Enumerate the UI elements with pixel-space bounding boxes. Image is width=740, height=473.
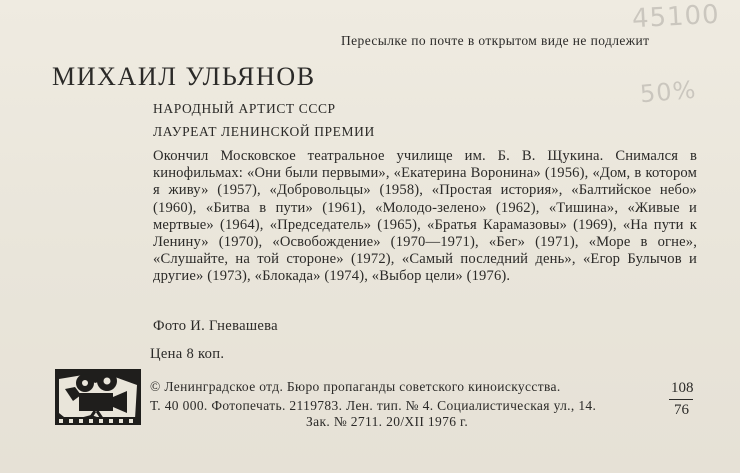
mail-notice: Пересылке по почте в открытом виде не подлежит [341, 33, 650, 48]
imprint-line: Зак. № 2711. 20/XII 1976 г. [306, 414, 469, 429]
honorary-title: НАРОДНЫЙ АРТИСТ СССР [153, 101, 336, 116]
catalog-number-bottom: 76 [674, 402, 689, 418]
catalog-divider [669, 399, 693, 400]
film-camera-logo [55, 369, 141, 425]
pencil-note: 45100 [631, 0, 721, 35]
catalog-number-top: 108 [671, 380, 694, 396]
imprint-line: © Ленинградское отд. Бюро пропаганды советского киноискусства. [150, 379, 561, 394]
photo-credit: Фото И. Гневашева [153, 318, 278, 334]
actor-name: МИХАИЛ УЛЬЯНОВ [52, 62, 316, 91]
imprint-line: Т. 40 000. Фотопечать. 2119783. Лен. тип. № 4. Социалистическая ул., 14. [150, 398, 597, 413]
price-label: Цена 8 коп. [150, 346, 225, 362]
pencil-note: 50% [638, 75, 698, 109]
award-title: ЛАУРЕАТ ЛЕНИНСКОЙ ПРЕМИИ [153, 124, 375, 139]
biography-text: Окончил Московское театральное училище им. Б. В. Щукина. Снимался в кинофильмах: «Они были первыми», «Екатерина Воронина» (1956), «Дом, в котором я живу» (1957), «Добровольцы» (1958), «Простая история», «Балтийское небо» (1960), «Битва в пути» (1961), «Молодо-зелено» (1962), «Тишина», «Живые и мертвые» (1964), «Председатель» (1965), «Братья Карамазовы» (1969), «На пути к Ленину» (1970), «Освобождение» (1970—1971), «Бег» (1971), «Море в огне», «Слушайте, на той стороне» (1972), «Самый последний день», «Егор Булычов и другие» (1973), «Блокада» (1974), «Выбор цели» (1976). [153, 148, 697, 285]
